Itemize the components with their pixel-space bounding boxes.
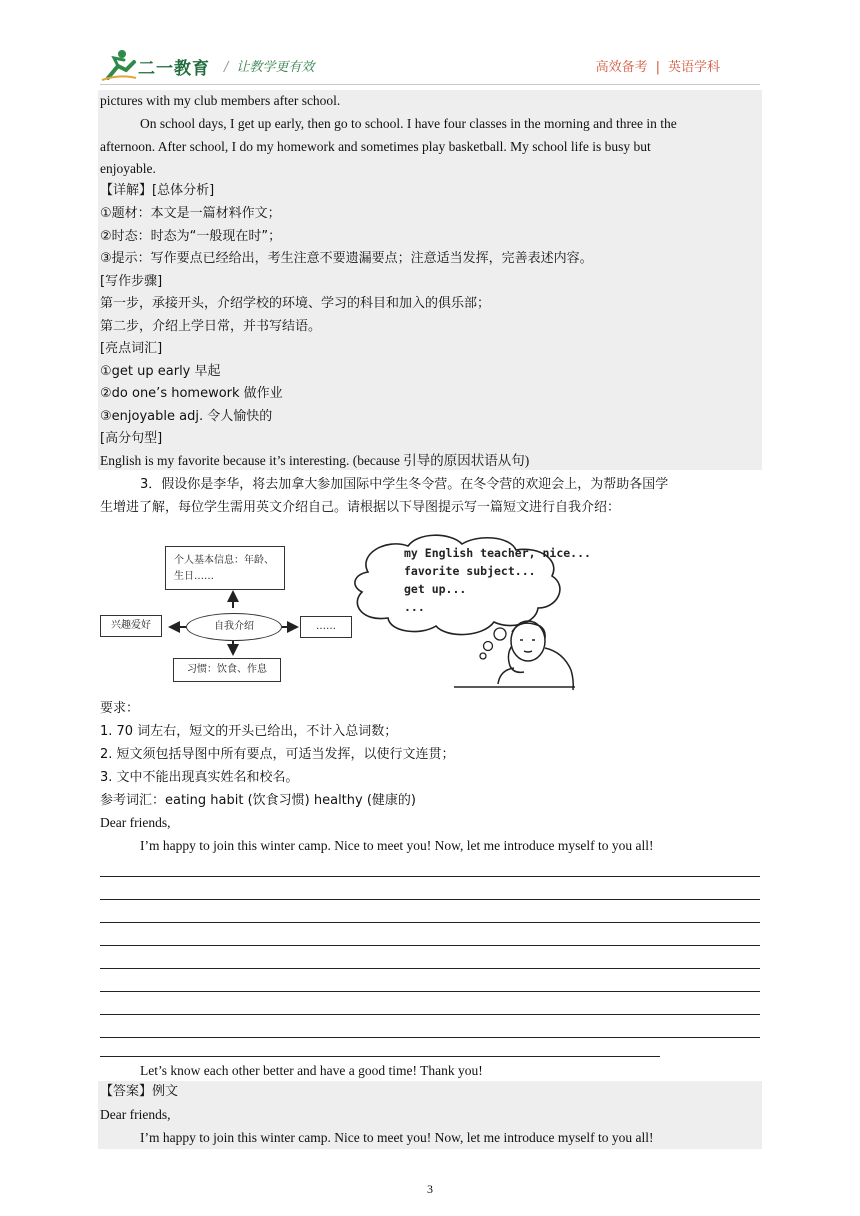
node-basic-info-label: 个人基本信息：年龄、生日…… xyxy=(174,555,274,582)
reference-vocab: 参考词汇：eating habit (饮食习惯) healthy (健康的) xyxy=(100,793,416,808)
text-line: 第一步，承接开头，介绍学校的环境、学习的科目和加入的俱乐部； xyxy=(100,296,491,311)
header-subject: 高效备考 | 英语学科 xyxy=(595,60,720,75)
cloud-text xyxy=(404,544,591,616)
writing-line xyxy=(100,899,760,900)
node-hobby xyxy=(100,615,162,637)
text-line: 【详解】[总体分析] xyxy=(100,183,215,198)
answer-opening: I’m happy to join this winter camp. Nice to meet you! Now, let me introduce myself to you all! xyxy=(140,1130,654,1145)
cloud-line: my English teacher, nice... xyxy=(404,546,591,560)
text-line: afternoon. After school, I do my homework and sometimes play basketball. My school life is busy but xyxy=(100,139,651,154)
mind-map xyxy=(100,534,600,694)
requirement-item: 3. 文中不能出现真实姓名和校名。 xyxy=(100,770,299,785)
page-header xyxy=(100,44,760,84)
node-center xyxy=(186,613,282,641)
question-line: 3．假设你是李华，将去加拿大参加国际中学生冬令营。在冬令营的欢迎会上，为帮助各国学 xyxy=(140,477,669,492)
text-line: [写作步骤] xyxy=(100,274,163,289)
cloud-line: favorite subject... xyxy=(404,564,536,578)
writing-line xyxy=(100,945,760,946)
writing-line xyxy=(100,991,760,992)
requirement-item: 1. 70 词左右，短文的开头已给出，不计入总词数； xyxy=(100,724,398,739)
writing-line xyxy=(100,1014,760,1015)
text-line: pictures with my club members after school. xyxy=(100,93,341,108)
text-line: [高分句型] xyxy=(100,431,163,446)
header-tag-exam: 高效备考 xyxy=(595,60,648,75)
node-habit xyxy=(173,658,281,682)
letter-opening: I’m happy to join this winter camp. Nice to meet you! Now, let me introduce myself to you all! xyxy=(140,838,654,853)
answer-heading: 【答案】例文 xyxy=(100,1084,179,1099)
text-line: enjoyable. xyxy=(100,161,156,176)
logo-text: 二一教育 xyxy=(138,59,210,79)
writing-line xyxy=(100,1037,760,1038)
node-hobby-label: 兴趣爱好 xyxy=(111,620,151,631)
cloud-line: get up... xyxy=(404,582,467,596)
requirements-heading: 要求： xyxy=(100,701,140,716)
header-tag-subject: 英语学科 xyxy=(667,60,720,75)
letter-closing: Let’s know each other better and have a good time! Thank you! xyxy=(140,1063,483,1078)
node-center-label: 自我介绍 xyxy=(214,621,254,632)
text-line: ②do one’s homework 做作业 xyxy=(100,386,283,401)
slogan-text: 让教学更有效 xyxy=(236,60,315,75)
node-habit-label: 习惯：饮食、作息 xyxy=(187,664,267,675)
question-line: 生增进了解，每位学生需用英文介绍自己。请根据以下导图提示写一篇短文进行自我介绍： xyxy=(100,500,621,515)
letter-greeting: Dear friends, xyxy=(100,815,171,830)
cloud-line: ... xyxy=(404,600,425,614)
requirement-item: 2. 短文须包括导图中所有要点，可适当发挥，以使行文连贯； xyxy=(100,747,455,762)
text-line: English is my favorite because it’s interesting. (because 引导的原因状语从句) xyxy=(100,453,530,468)
text-line: ③enjoyable adj. 令人愉快的 xyxy=(100,409,273,424)
text-line: ①get up early 早起 xyxy=(100,364,221,379)
header-divider xyxy=(100,84,760,85)
answer-greeting: Dear friends, xyxy=(100,1107,171,1122)
writing-line xyxy=(100,968,760,969)
writing-line xyxy=(100,1056,660,1057)
header-slogan: / 让教学更有效 xyxy=(224,60,315,75)
page-number: 3 xyxy=(427,1182,433,1196)
text-line: [亮点词汇] xyxy=(100,341,163,356)
text-line: 第二步，介绍上学日常，并书写结语。 xyxy=(100,319,322,334)
node-more-label: …… xyxy=(316,621,336,632)
text-line: ③提示：写作要点已经给出，考生注意不要遗漏要点；注意适当发挥，完善表述内容。 xyxy=(100,251,593,266)
text-line: ①题材：本文是一篇材料作文； xyxy=(100,206,281,221)
text-line: On school days, I get up early, then go to school. I have four classes in the morning and three in the xyxy=(140,116,677,131)
text-line: ②时态：时态为“一般现在时”； xyxy=(100,229,282,244)
writing-line xyxy=(100,922,760,923)
node-more xyxy=(300,616,352,638)
writing-line xyxy=(100,876,760,877)
node-basic-info xyxy=(165,546,285,590)
